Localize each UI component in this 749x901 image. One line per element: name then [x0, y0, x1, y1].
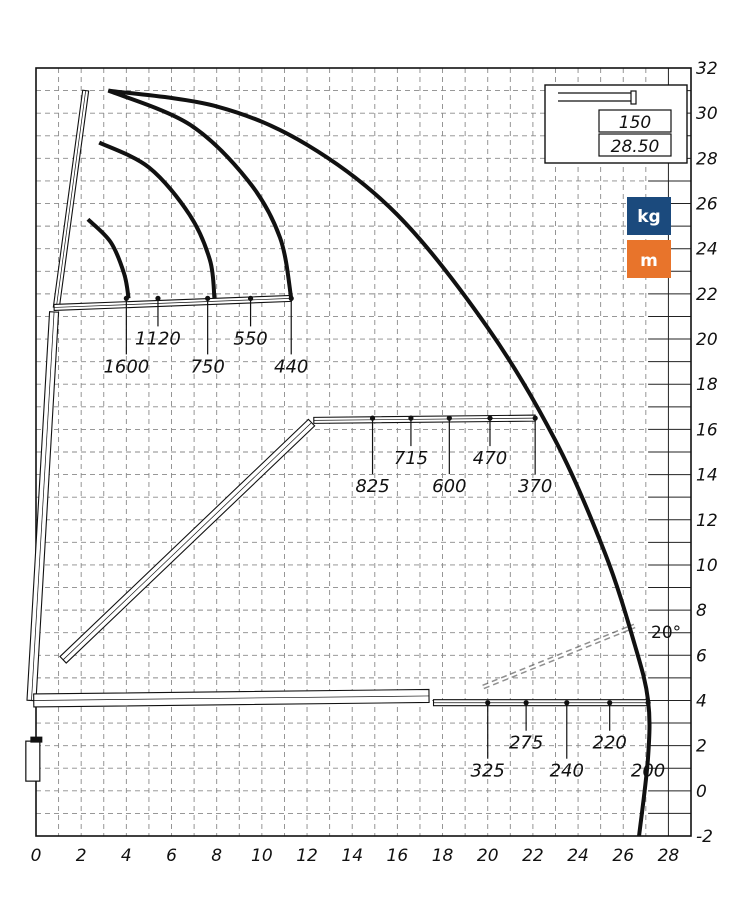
main-boom-raised-centerline: [63, 423, 311, 660]
load-label: 440: [274, 356, 309, 378]
legend: [545, 85, 687, 163]
x-tick-label: 28: [657, 846, 680, 866]
y-tick-label: 16: [696, 420, 718, 441]
x-tick-label: 8: [211, 846, 223, 866]
load-point: [533, 416, 538, 421]
x-tick-label: 4: [120, 846, 132, 866]
y-tick-label: 10: [696, 555, 718, 576]
load-label: 220: [592, 732, 627, 754]
y-tick-label: 28: [696, 149, 718, 170]
load-point: [155, 296, 160, 301]
outer-envelope-curve: [108, 91, 652, 836]
x-axis-ticks: [31, 846, 680, 866]
x-tick-label: 6: [166, 846, 177, 866]
load-label: 1120: [135, 328, 181, 350]
load-label: 200: [630, 760, 666, 782]
load-label: 240: [549, 760, 584, 782]
load-point: [524, 700, 529, 705]
y-tick-label: 6: [696, 646, 707, 667]
legend-reach-value: 28.50: [610, 137, 660, 157]
x-tick-label: 0: [30, 846, 42, 866]
x-tick-label: 2: [75, 846, 87, 866]
y-tick-label: 24: [696, 239, 718, 260]
x-tick-label: 12: [296, 846, 318, 866]
load-point: [607, 700, 612, 705]
unit-badges: [627, 197, 671, 278]
y-tick-label: 18: [696, 375, 718, 396]
x-tick-label: 24: [567, 846, 589, 866]
kg-badge-label: kg: [637, 207, 661, 227]
load-point: [248, 296, 253, 301]
x-tick-label: 26: [612, 846, 635, 866]
y-tick-label: 4: [696, 691, 707, 712]
y-tick-label: 14: [696, 465, 718, 486]
y-axis-ticks: [696, 59, 718, 847]
load-label: 600: [432, 476, 467, 498]
angle-label: 20°: [651, 623, 682, 643]
load-point: [408, 416, 413, 421]
load-label: 470: [472, 448, 508, 470]
main-boom-centerline: [31, 312, 54, 701]
load-label: 750: [190, 356, 225, 378]
y-tick-label: 30: [696, 104, 718, 125]
y-tick-label: 2: [696, 736, 707, 757]
load-label: 370: [517, 476, 553, 498]
y-tick-label: 32: [696, 59, 718, 79]
y-tick-label: 12: [696, 510, 718, 531]
load-label: 825: [355, 476, 390, 498]
y-tick-label: 8: [696, 601, 707, 622]
y-tick-label: 0: [696, 781, 707, 802]
load-arc: [99, 143, 214, 299]
load-point: [370, 416, 375, 421]
load-point: [645, 700, 650, 705]
x-tick-label: 10: [251, 846, 273, 866]
load-label: 550: [233, 328, 268, 350]
crane-base: [26, 741, 40, 781]
load-label: 715: [393, 448, 429, 470]
load-arc: [88, 219, 129, 298]
load-point: [289, 296, 294, 301]
x-tick-label: 14: [341, 846, 364, 866]
load-point: [487, 416, 492, 421]
load-label: 325: [470, 760, 505, 782]
m-badge-label: m: [640, 251, 658, 271]
y-tick-label: 22: [696, 284, 718, 305]
load-point: [124, 296, 129, 301]
y-tick-label: 20: [696, 330, 718, 351]
legend-boom-tip: [631, 91, 636, 104]
load-point: [447, 416, 452, 421]
y-tick-label: 26: [696, 194, 718, 215]
load-point: [564, 700, 569, 705]
load-point: [205, 296, 210, 301]
load-curves: [88, 91, 650, 836]
load-label: 275: [508, 732, 544, 754]
x-tick-label: 16: [386, 846, 409, 866]
legend-load-value: 150: [618, 113, 652, 133]
load-label: 1600: [103, 356, 150, 378]
load-point: [485, 700, 490, 705]
x-tick-label: 22: [522, 846, 544, 866]
x-tick-label: 20: [476, 846, 499, 866]
jib-vertical-centerline: [56, 91, 85, 308]
y-tick-label: -2: [696, 827, 713, 847]
x-tick-label: 18: [431, 846, 454, 866]
crane-base-plate: [30, 737, 42, 743]
